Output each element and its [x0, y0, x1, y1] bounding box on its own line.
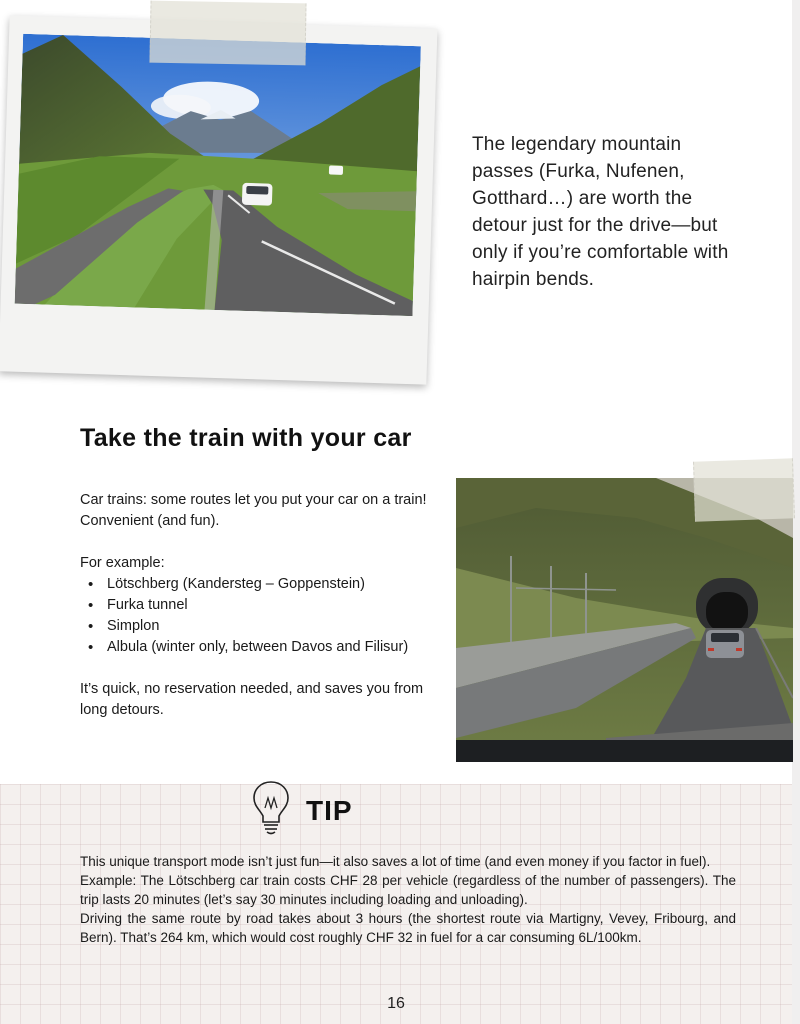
example-label: For example:	[80, 555, 165, 571]
tip-title: TIP	[306, 795, 353, 826]
mountain-road-photo	[15, 34, 421, 316]
list-item: • Lötschberg (Kandersteg – Goppenstein)	[88, 574, 440, 595]
mountain-road-polaroid	[0, 15, 437, 384]
tip-line: Example: The Lötschberg car train costs CHF 28 per vehicle (regardless of the number of passengers). The trip lasts 20 minutes (let’s say 30 minutes including loading and unloading).	[80, 873, 736, 907]
list-item: • Furka tunnel	[88, 595, 440, 616]
tape-strip	[149, 1, 306, 66]
route-list	[88, 574, 440, 658]
lightbulb-icon	[250, 778, 292, 836]
tip-line: Driving the same route by road takes about 3 hours (the shortest route via Martigny, Vevey, Fribourg, and Bern). That’s 264 km, which would cost roughly CHF 32 in fuel for a car consuming 6L/100km.	[80, 911, 736, 945]
tape-strip	[693, 458, 795, 521]
quick-paragraph: It’s quick, no reservation needed, and saves you from long detours.	[80, 681, 424, 718]
page-number: 16	[387, 995, 405, 1012]
tip-text	[80, 852, 736, 947]
section-body	[80, 490, 440, 742]
tip-line: This unique transport mode isn’t just fun—it also saves a lot of time (and even money if you factor in fuel).	[80, 854, 711, 869]
list-item: • Albula (winter only, between Davos and Filisur)	[88, 637, 440, 658]
car-trains-paragraph: Car trains: some routes let you put your car on a train! Convenient (and fun).	[80, 492, 427, 529]
intro-paragraph: The legendary mountain passes (Furka, Nufenen, Gotthard…) are worth the detour just for the drive—but only if you’re comfortable with hairpin bends.	[472, 134, 729, 290]
section-heading: Take the train with your car	[80, 424, 412, 452]
list-item: • Simplon	[88, 616, 440, 637]
car-train-photo	[456, 478, 793, 762]
